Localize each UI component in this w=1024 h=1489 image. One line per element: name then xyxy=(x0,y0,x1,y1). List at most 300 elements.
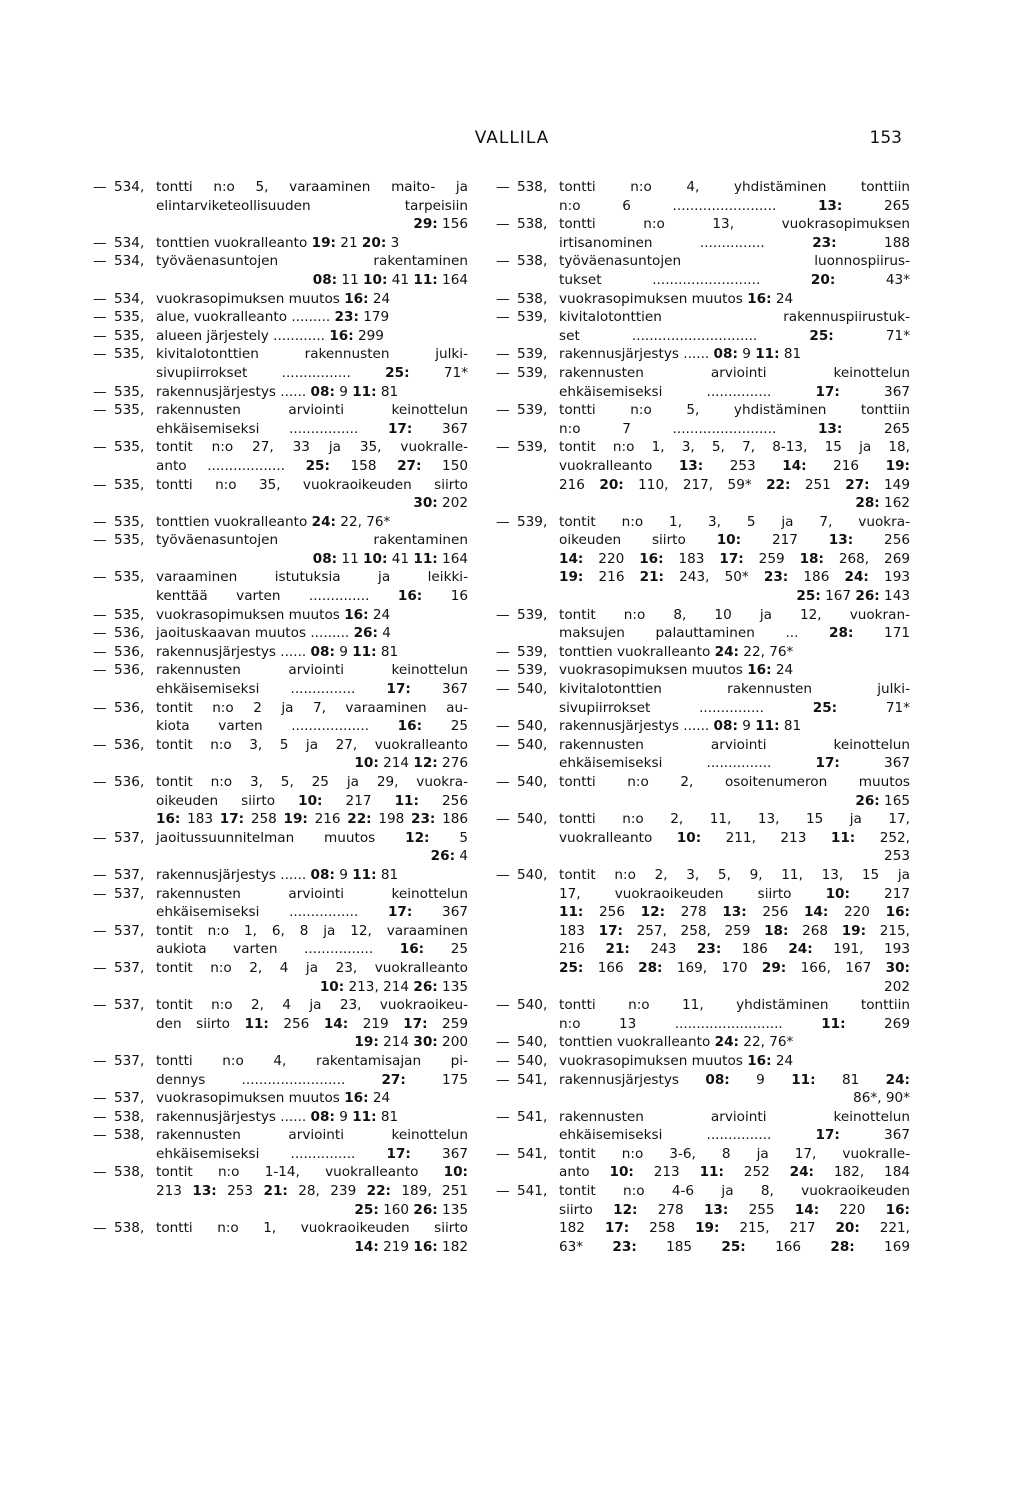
entry-line: kenttää varten .............. 16: 16 xyxy=(156,588,469,605)
entry-line: rakennusten arviointi keinottelun xyxy=(156,662,468,679)
entry-text xyxy=(156,885,468,922)
entry-dash: — xyxy=(93,643,107,660)
entry-dash: — xyxy=(93,569,107,586)
entry-line: ehkäisemiseksi ............... 17: 367 xyxy=(559,755,910,772)
index-entry xyxy=(496,215,910,252)
entry-number: 535, xyxy=(114,439,145,456)
entry-line: työväenasuntojen rakentaminen xyxy=(156,253,468,270)
entry-number: 539, xyxy=(517,364,548,381)
index-entry xyxy=(496,308,910,345)
index-entry xyxy=(93,1052,468,1089)
entry-dash: — xyxy=(496,513,510,530)
index-entry xyxy=(496,252,910,289)
index-entry xyxy=(496,661,910,680)
entry-text xyxy=(559,1182,910,1256)
entry-text xyxy=(156,699,468,736)
entry-number: 541, xyxy=(517,1183,548,1200)
entry-dash: — xyxy=(93,885,107,902)
index-entry xyxy=(496,345,910,364)
entry-text xyxy=(559,866,910,996)
entry-number: 539, xyxy=(517,606,548,623)
entry-line: rakennusjärjestys ...... 08: 9 11: 81 xyxy=(156,1108,399,1125)
entry-dash: — xyxy=(93,1108,107,1125)
entry-line: tonttien vuokralleanto 24: 22, 76* xyxy=(156,513,391,530)
index-entry xyxy=(93,531,468,568)
index-entry xyxy=(93,773,468,829)
index-entry xyxy=(93,383,468,402)
entry-dash: — xyxy=(93,829,107,846)
entry-text xyxy=(156,531,468,568)
entry-number: 537, xyxy=(114,885,145,902)
entry-dash: — xyxy=(93,309,107,326)
index-entry xyxy=(93,438,468,475)
entry-line: tontit n:o 1, 3, 5, 7, 8-13, 15 ja 18, xyxy=(559,439,910,456)
index-entry xyxy=(496,680,910,717)
entry-number: 535, xyxy=(114,383,145,400)
entry-line: tontti n:o 5, yhdistäminen tonttiin xyxy=(559,402,910,419)
entry-dash: — xyxy=(496,643,510,660)
index-entry xyxy=(496,717,910,736)
entry-line: 11: 256 12: 278 13: 256 14: 220 16: xyxy=(559,904,910,921)
entry-dash: — xyxy=(496,1034,510,1051)
index-entry xyxy=(496,513,910,606)
index-entry xyxy=(496,866,910,996)
entry-line: tontit n:o 3, 5, 25 ja 29, vuokra- xyxy=(156,774,468,790)
entry-number: 540, xyxy=(517,811,548,828)
index-entry xyxy=(496,438,910,512)
entry-text xyxy=(559,606,910,643)
entry-number: 538, xyxy=(114,1127,145,1144)
entry-text xyxy=(156,383,468,402)
entry-line: 182 17: 258 19: 215, 217 20: 221, xyxy=(559,1220,910,1237)
entry-line: tonttien vuokralleanto 24: 22, 76* xyxy=(559,643,794,660)
entry-text xyxy=(156,1163,468,1219)
running-title: VALLILA xyxy=(474,128,550,148)
index-entry xyxy=(496,773,910,810)
entry-dash: — xyxy=(93,959,107,976)
entry-text xyxy=(559,178,910,215)
index-entry xyxy=(496,1145,910,1182)
entry-number: 538, xyxy=(114,1164,145,1181)
entry-text xyxy=(156,1089,468,1108)
entry-dash: — xyxy=(496,402,510,419)
entry-text xyxy=(559,1052,910,1071)
entry-number: 540, xyxy=(517,1052,548,1069)
entry-number: 540, xyxy=(517,736,548,753)
entry-number: 538, xyxy=(114,1220,145,1237)
entry-line: ehkäisemiseksi ............... 17: 367 xyxy=(156,681,468,698)
entry-line: tontti n:o 2, osoitenumeron muutos xyxy=(559,774,910,790)
index-entry xyxy=(93,922,468,959)
entry-line: tontti n:o 2, 11, 13, 15 ja 17, xyxy=(559,811,910,828)
entry-dash: — xyxy=(93,1090,107,1107)
entry-dash: — xyxy=(93,606,107,623)
entry-dash: — xyxy=(93,1052,107,1069)
entry-dash: — xyxy=(93,290,107,307)
entry-text xyxy=(156,308,468,327)
entry-line: 202 xyxy=(884,978,910,995)
entry-number: 535, xyxy=(114,309,145,326)
entry-number: 535, xyxy=(114,513,145,530)
index-entry xyxy=(496,736,910,773)
entry-text xyxy=(559,1145,910,1182)
entry-line: tontti n:o 5, varaaminen maito- ja xyxy=(156,179,468,195)
entry-dash: — xyxy=(93,922,107,939)
entry-dash: — xyxy=(496,179,510,195)
entry-number: 539, xyxy=(517,402,548,419)
entry-line: alue, vuokralleanto ......... 23: 179 xyxy=(156,309,390,326)
entry-dash: — xyxy=(93,1220,107,1237)
entry-text xyxy=(156,568,468,605)
entry-line: työväenasuntojen rakentaminen xyxy=(156,532,468,549)
entry-number: 540, xyxy=(517,774,548,790)
entry-text xyxy=(156,996,468,1052)
entry-number: 541, xyxy=(517,1145,548,1162)
entry-line: ehkäisemiseksi ............... 17: 367 xyxy=(156,1145,468,1162)
entry-line: vuokrasopimuksen muutos 16: 24 xyxy=(156,290,391,307)
entry-text xyxy=(156,178,468,234)
entry-text xyxy=(559,513,910,606)
entry-text xyxy=(559,308,910,345)
entry-line: 183 17: 257, 258, 259 18: 268 19: 215, xyxy=(559,922,910,939)
entry-line: sivupiirrokset ................ 25: 71* xyxy=(156,364,468,381)
entry-number: 536, xyxy=(114,643,145,660)
entry-text xyxy=(559,1033,910,1052)
entry-number: 540, xyxy=(517,681,548,698)
entry-number: 534, xyxy=(114,253,145,270)
entry-line: tontit n:o 2, 4 ja 23, vuokralleanto xyxy=(156,959,468,976)
entry-dash: — xyxy=(496,606,510,623)
entry-line: vuokrasopimuksen muutos 16: 24 xyxy=(559,1052,794,1069)
entry-dash: — xyxy=(93,327,107,344)
entry-text xyxy=(559,680,910,717)
entry-number: 535, xyxy=(114,346,145,363)
index-entry xyxy=(496,810,910,866)
entry-line: tontit n:o 3, 5 ja 27, vuokralleanto xyxy=(156,736,468,753)
entry-line: rakennusten arviointi keinottelun xyxy=(156,885,468,902)
entry-number: 536, xyxy=(114,625,145,642)
entry-number: 541, xyxy=(517,1071,548,1088)
entry-line: n:o 7 ........................ 13: 265 xyxy=(559,420,910,437)
entry-line: vuokralleanto 10: 211, 213 11: 252, xyxy=(559,829,910,846)
entry-text xyxy=(156,1108,468,1127)
entry-number: 541, xyxy=(517,1108,548,1125)
entry-dash: — xyxy=(496,439,510,456)
entry-line: 10: 213, 214 26: 135 xyxy=(319,978,468,995)
entry-dash: — xyxy=(93,1164,107,1181)
entry-dash: — xyxy=(496,718,510,735)
entry-line: tontti n:o 13, vuokrasopimuksen xyxy=(559,216,910,233)
entry-dash: — xyxy=(93,699,107,716)
entry-number: 539, xyxy=(517,309,548,326)
entry-line: tontti n:o 1, vuokraoikeuden siirto xyxy=(156,1220,468,1237)
entry-text xyxy=(156,959,468,996)
entry-line: tontit n:o 1, 3, 5 ja 7, vuokra- xyxy=(559,513,910,530)
entry-dash: — xyxy=(496,1052,510,1069)
entry-line: n:o 6 ........................ 13: 265 xyxy=(559,197,910,214)
index-entry xyxy=(93,568,468,605)
entry-line: 253 xyxy=(884,848,910,865)
entry-line: varaaminen istutuksia ja leikki- xyxy=(156,569,468,586)
entry-line: vuokrasopimuksen muutos 16: 24 xyxy=(559,662,794,679)
entry-text xyxy=(156,643,468,662)
entry-line: 213 13: 253 21: 28, 239 22: 189, 251 xyxy=(156,1183,469,1200)
entry-line: 29: 156 xyxy=(413,216,468,233)
index-entry xyxy=(496,364,910,401)
index-entry xyxy=(93,643,468,662)
entry-dash: — xyxy=(496,662,510,679)
entry-text xyxy=(559,717,910,736)
entry-number: 536, xyxy=(114,774,145,790)
index-entry xyxy=(496,401,910,438)
index-entry xyxy=(93,1219,468,1256)
entry-line: vuokrasopimuksen muutos 16: 24 xyxy=(156,606,391,623)
entry-number: 534, xyxy=(114,234,145,251)
entry-line: 08: 11 10: 41 11: 164 xyxy=(312,271,468,288)
entry-line: 30: 202 xyxy=(413,495,468,512)
index-entry xyxy=(93,959,468,996)
entry-line: 10: 214 12: 276 xyxy=(354,755,468,772)
index-entry xyxy=(93,327,468,346)
entry-number: 534, xyxy=(114,290,145,307)
index-entry xyxy=(496,606,910,643)
entry-dash: — xyxy=(93,179,107,195)
index-entry xyxy=(93,234,468,253)
entry-text xyxy=(156,661,468,698)
entry-line: oikeuden siirto 10: 217 13: 256 xyxy=(559,532,910,549)
entry-dash: — xyxy=(93,662,107,679)
entry-line: kivitalotonttien rakennuspiirustuk- xyxy=(559,309,910,326)
entry-line: rakennusjärjestys ...... 08: 9 11: 81 xyxy=(156,643,399,660)
index-entry xyxy=(93,885,468,922)
entry-text xyxy=(156,513,468,532)
entry-line: rakennusjärjestys ...... 08: 9 11: 81 xyxy=(559,718,802,735)
index-entry xyxy=(93,699,468,736)
entry-text xyxy=(559,1071,910,1108)
entry-number: 537, xyxy=(114,959,145,976)
index-entry xyxy=(496,1108,910,1145)
entry-line: rakennusten arviointi keinottelun xyxy=(156,402,468,419)
index-entry xyxy=(93,1163,468,1219)
index-entry xyxy=(93,308,468,327)
entry-number: 539, xyxy=(517,662,548,679)
entry-line: 16: 183 17: 258 19: 216 22: 198 23: 186 xyxy=(156,811,469,828)
entry-line: den siirto 11: 256 14: 219 17: 259 xyxy=(156,1015,468,1032)
entry-line: jaoituskaavan muutos ......... 26: 4 xyxy=(156,625,391,642)
entry-line: tontit n:o 1, 6, 8 ja 12, varaaminen xyxy=(156,922,468,939)
index-entry xyxy=(93,476,468,513)
entry-dash: — xyxy=(93,532,107,549)
entry-number: 535, xyxy=(114,476,145,493)
entry-text xyxy=(559,401,910,438)
index-entry xyxy=(93,252,468,289)
entry-number: 538, xyxy=(517,179,548,195)
entry-line: tukset ......................... 20: 43* xyxy=(559,271,910,288)
entry-number: 537, xyxy=(114,922,145,939)
entry-text xyxy=(156,438,468,475)
entry-text xyxy=(156,829,468,866)
entry-line: kivitalotonttien rakennusten julki- xyxy=(559,681,910,698)
entry-line: tonttien vuokralleanto 19: 21 20: 3 xyxy=(156,234,400,251)
entry-line: tontit n:o 2 ja 7, varaaminen au- xyxy=(156,699,468,716)
entry-line: rakennusten arviointi keinottelun xyxy=(156,1127,468,1144)
entry-dash: — xyxy=(496,774,510,790)
entry-line: rakennusten arviointi keinottelun xyxy=(559,364,910,381)
entry-number: 535, xyxy=(114,402,145,419)
entry-dash: — xyxy=(93,383,107,400)
entry-line: elintarviketeollisuuden tarpeisiin xyxy=(156,197,468,214)
index-entry xyxy=(93,401,468,438)
entry-number: 540, xyxy=(517,997,548,1014)
entry-dash: — xyxy=(93,774,107,790)
index-entry xyxy=(496,1182,910,1256)
entry-line: 26: 165 xyxy=(855,792,910,809)
entry-text xyxy=(156,736,468,773)
entry-dash: — xyxy=(496,1071,510,1088)
entry-text xyxy=(559,1108,910,1145)
entry-line: 08: 11 10: 41 11: 164 xyxy=(312,550,468,567)
entry-text xyxy=(156,401,468,438)
entry-number: 537, xyxy=(114,997,145,1014)
entry-line: rakennusten arviointi keinottelun xyxy=(559,1108,910,1125)
entry-line: tonttien vuokralleanto 24: 22, 76* xyxy=(559,1034,794,1051)
entry-number: 538, xyxy=(114,1108,145,1125)
index-entry xyxy=(93,829,468,866)
entry-number: 538, xyxy=(517,216,548,233)
entry-line: n:o 13 ......................... 11: 269 xyxy=(559,1015,910,1032)
entry-line: ehkäisemiseksi ............... 17: 367 xyxy=(559,383,910,400)
entry-text xyxy=(559,996,910,1033)
entry-line: 28: 162 xyxy=(855,495,910,512)
index-entry xyxy=(93,661,468,698)
entry-text xyxy=(559,290,910,309)
entry-line: 216 20: 110, 217, 59* 22: 251 27: 149 xyxy=(559,476,910,493)
entry-line: tontti n:o 4, yhdistäminen tonttiin xyxy=(559,179,910,195)
index-entry xyxy=(496,1052,910,1071)
index-entry xyxy=(93,624,468,643)
entry-line: 26: 4 xyxy=(430,848,468,865)
entry-dash: — xyxy=(496,681,510,698)
entry-text xyxy=(156,290,468,309)
entry-text xyxy=(559,810,910,866)
entry-line: rakennusten arviointi keinottelun xyxy=(559,736,910,753)
entry-line: tontit n:o 27, 33 ja 35, vuokralle- xyxy=(156,439,468,456)
entry-line: anto .................. 25: 158 27: 150 xyxy=(156,457,468,474)
entry-text xyxy=(559,438,910,512)
entry-text xyxy=(156,866,468,885)
entry-number: 540, xyxy=(517,866,548,883)
entry-line: 25: 166 28: 169, 170 29: 166, 167 30: xyxy=(559,959,910,976)
entry-dash: — xyxy=(496,346,510,363)
entry-number: 537, xyxy=(114,1090,145,1107)
entry-dash: — xyxy=(496,253,510,270)
entry-number: 539, xyxy=(517,513,548,530)
entry-line: 14: 220 16: 183 17: 259 18: 268, 269 xyxy=(559,550,911,567)
entry-line: aukiota varten ................ 16: 25 xyxy=(156,941,468,958)
entry-line: oikeuden siirto 10: 217 11: 256 xyxy=(156,792,468,809)
entry-dash: — xyxy=(93,1127,107,1144)
entry-text xyxy=(156,476,468,513)
entry-dash: — xyxy=(496,1108,510,1125)
entry-line: vuokrasopimuksen muutos 16: 24 xyxy=(156,1090,391,1107)
entry-line: siirto 12: 278 13: 255 14: 220 16: xyxy=(559,1201,910,1218)
index-entry xyxy=(93,513,468,532)
entry-line: 63* 23: 185 25: 166 28: 169 xyxy=(559,1238,910,1255)
entry-line: tontit n:o 3-6, 8 ja 17, vuokralle- xyxy=(559,1145,910,1162)
entry-line: 17, vuokraoikeuden siirto 10: 217 xyxy=(559,885,910,902)
entry-text xyxy=(156,922,468,959)
entry-number: 537, xyxy=(114,866,145,883)
entry-number: 537, xyxy=(114,829,145,846)
entry-dash: — xyxy=(496,866,510,883)
entry-dash: — xyxy=(93,439,107,456)
entry-line: 216 21: 243 23: 186 24: 191, 193 xyxy=(559,941,910,958)
entry-dash: — xyxy=(93,346,107,363)
index-entry xyxy=(496,290,910,309)
entry-dash: — xyxy=(93,253,107,270)
entry-line: 19: 214 30: 200 xyxy=(354,1034,468,1051)
entry-number: 535, xyxy=(114,532,145,549)
entry-number: 536, xyxy=(114,699,145,716)
entry-number: 538, xyxy=(517,290,548,307)
entry-text xyxy=(156,606,468,625)
entry-text xyxy=(156,1219,468,1256)
left-column xyxy=(93,178,468,1256)
entry-text xyxy=(156,345,468,382)
entry-line: dennys ........................ 27: 175 xyxy=(156,1071,468,1088)
entry-number: 536, xyxy=(114,736,145,753)
entry-line: rakennusjärjestys ...... 08: 9 11: 81 xyxy=(559,346,802,363)
entry-dash: — xyxy=(93,866,107,883)
entry-dash: — xyxy=(496,1145,510,1162)
entry-number: 540, xyxy=(517,1034,548,1051)
entry-text xyxy=(156,773,468,829)
entry-text xyxy=(559,364,910,401)
index-entry xyxy=(93,1126,468,1163)
index-entry xyxy=(93,866,468,885)
entry-text xyxy=(559,643,910,662)
index-entry xyxy=(496,1071,910,1108)
entry-line: tontit n:o 4-6 ja 8, vuokraoikeuden xyxy=(559,1183,910,1200)
entry-line: set ............................. 25: 71* xyxy=(559,327,910,344)
index-entry xyxy=(496,643,910,662)
right-column xyxy=(496,178,910,1256)
entry-dash: — xyxy=(496,290,510,307)
entry-text xyxy=(559,215,910,252)
entry-line: tontit n:o 8, 10 ja 12, vuokran- xyxy=(559,606,910,623)
entry-dash: — xyxy=(93,625,107,642)
entry-dash: — xyxy=(496,997,510,1014)
entry-line: maksujen palauttaminen ... 28: 171 xyxy=(559,625,910,642)
index-entry xyxy=(93,345,468,382)
entry-line: ehkäisemiseksi ................ 17: 367 xyxy=(156,904,468,921)
index-entry xyxy=(496,178,910,215)
entry-number: 535, xyxy=(114,569,145,586)
entry-text xyxy=(559,773,910,810)
entry-line: anto 10: 213 11: 252 24: 182, 184 xyxy=(559,1164,910,1181)
index-entry xyxy=(93,606,468,625)
index-entry xyxy=(93,996,468,1052)
entry-dash: — xyxy=(93,736,107,753)
index-entry xyxy=(496,1033,910,1052)
entry-line: vuokrasopimuksen muutos 16: 24 xyxy=(559,290,794,307)
index-entry xyxy=(93,1089,468,1108)
entry-number: 535, xyxy=(114,327,145,344)
entry-dash: — xyxy=(93,997,107,1014)
entry-line: 25: 167 26: 143 xyxy=(796,588,910,605)
index-entry xyxy=(93,290,468,309)
index-entry xyxy=(93,1108,468,1127)
